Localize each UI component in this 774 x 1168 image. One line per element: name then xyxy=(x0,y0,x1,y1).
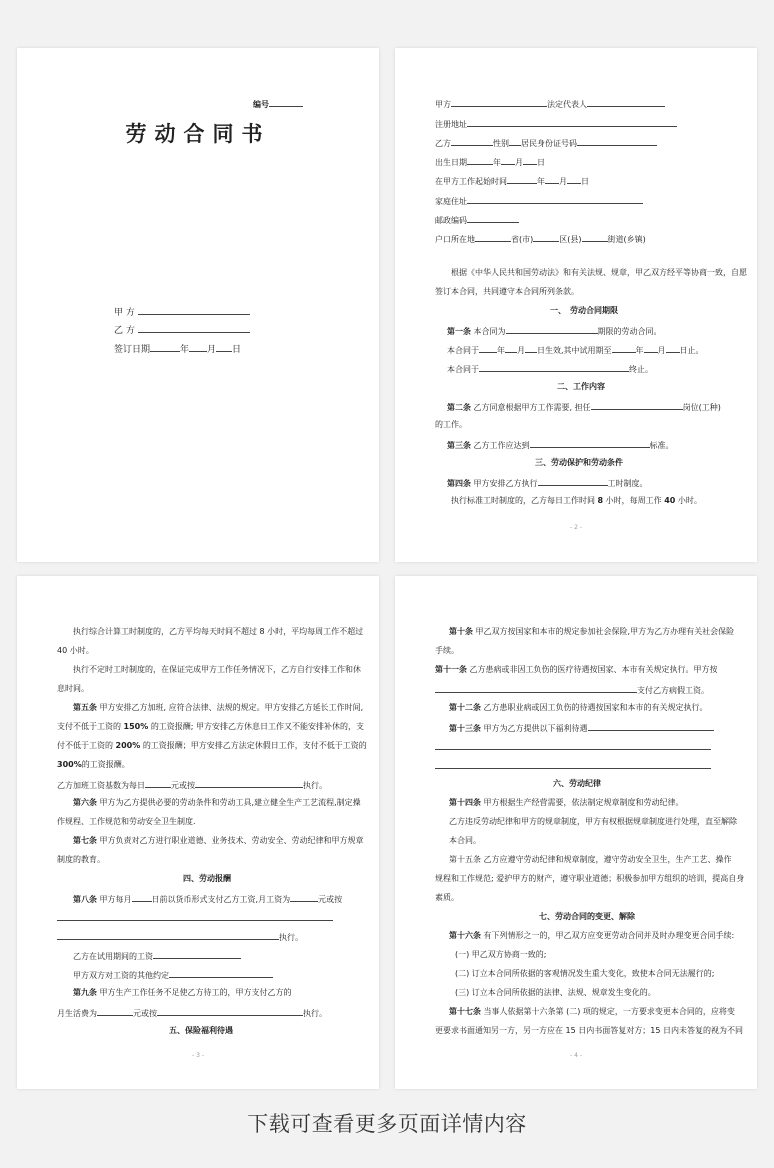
page-cover xyxy=(17,48,379,562)
article-15 xyxy=(449,855,732,865)
article-10 xyxy=(449,627,734,637)
text: 甲方为乙方提供以下福利待遇 xyxy=(483,724,588,733)
page-3 xyxy=(17,576,379,1089)
article-label: 第九条 xyxy=(73,988,97,997)
article-5-cont xyxy=(57,741,367,751)
section-heading: 二、工作内容 xyxy=(557,382,605,391)
blank xyxy=(582,233,608,242)
blank xyxy=(435,760,711,769)
blank xyxy=(451,137,493,146)
section-heading: 七、劳动合同的变更、解除 xyxy=(539,912,635,921)
sign-date-label: 签订日期 xyxy=(114,345,151,355)
text: 本合同于 xyxy=(447,346,479,355)
blank xyxy=(169,969,273,978)
section-heading: 三、劳动保护和劳动条件 xyxy=(535,458,623,467)
article-17 xyxy=(449,1007,735,1017)
text: 户口所在地 xyxy=(435,235,475,244)
page-title: 劳动合同书 xyxy=(125,122,271,146)
download-more-link[interactable]: 下载可查看更多页面详情内容 xyxy=(247,1112,527,1136)
article-4 xyxy=(447,477,648,489)
article-14-cont: 本合同。 xyxy=(449,836,481,845)
sign-date-line xyxy=(114,343,241,356)
article-2 xyxy=(447,401,721,413)
blank xyxy=(533,233,559,242)
text: 在甲方工作起始时间 xyxy=(435,177,507,186)
text: 元或按 xyxy=(171,781,195,790)
blank xyxy=(588,722,714,731)
text: 乙方应遵守劳动纪律和规章制度，遵守劳动安全卫生，生产工艺、操作 xyxy=(483,855,732,864)
other-wage xyxy=(73,969,273,981)
party-a-line xyxy=(114,306,250,319)
text: 40 xyxy=(664,496,676,505)
article-5-cont xyxy=(57,760,130,770)
text: 的工资报酬; 甲方安排乙方休息日工作又不能安排补休的，支 xyxy=(150,722,365,731)
article-7 xyxy=(73,836,364,846)
birth-date xyxy=(435,156,545,168)
article-label: 第十三条 xyxy=(449,724,481,733)
blank xyxy=(435,741,711,750)
text: 甲方根据生产经营需要，依法制定规章制度和劳动纪律。 xyxy=(483,798,684,807)
blank xyxy=(138,306,250,315)
blank-line xyxy=(435,760,711,772)
day-label: 日 xyxy=(232,345,242,355)
blank xyxy=(157,1007,303,1016)
blank xyxy=(475,233,511,242)
text: 家庭住址 xyxy=(435,197,467,206)
text: 区(县) xyxy=(559,235,582,244)
article-17-cont: 更要求书面通知另一方，另一方应在 15 日内书面答复对方；15 日内未答复的视为不同 xyxy=(435,1026,743,1035)
overtime-base xyxy=(57,779,327,791)
blank xyxy=(57,912,333,921)
text: 付不低于工资的 xyxy=(57,741,113,750)
blank xyxy=(153,950,241,959)
text: 日生效,其中试用期至 xyxy=(537,346,612,355)
article-15-cont: 规程和工作规范; 爱护甲方的财产，遵守职业道德；积极参加甲方组织的培训，提高自身 xyxy=(435,874,745,883)
registered-address xyxy=(435,118,677,130)
article-label: 第十一条 xyxy=(435,665,467,674)
article-14-cont: 乙方违反劳动纪律和甲方的规章制度，甲方有权根据规章制度进行处理，直至解除 xyxy=(449,817,737,826)
text: 期限的劳动合同。 xyxy=(597,327,662,336)
text: 本合同于 xyxy=(447,365,479,374)
article-1 xyxy=(447,325,662,337)
blank xyxy=(467,156,493,165)
text: 小时，每周工作 xyxy=(605,496,662,505)
article-label: 第十条 xyxy=(449,627,473,636)
text: 200% xyxy=(115,741,141,750)
blank xyxy=(138,324,250,333)
probation-wage xyxy=(73,950,241,962)
text-line: 息时间。 xyxy=(57,684,89,693)
article-9 xyxy=(73,988,292,998)
blank xyxy=(612,344,636,353)
blank xyxy=(507,175,537,184)
article-label: 第十四条 xyxy=(449,798,481,807)
section-heading: 六、劳动纪律 xyxy=(553,779,601,788)
article-13 xyxy=(449,722,714,734)
text: 乙方同意根据甲方工作需要, 担任 xyxy=(473,403,591,412)
blank xyxy=(479,344,497,353)
text-line: 40 小时。 xyxy=(57,646,94,655)
blank xyxy=(150,343,180,352)
blank xyxy=(467,195,643,204)
blank xyxy=(538,477,608,486)
text: 执行。 xyxy=(303,1009,327,1018)
text: 8 xyxy=(597,496,604,505)
party-b-label: 乙 方 xyxy=(114,326,135,336)
text: 甲方每月 xyxy=(99,895,132,904)
text: 岗位(工种) xyxy=(682,403,721,412)
article-8 xyxy=(73,893,342,905)
text: 月 xyxy=(657,346,666,355)
article-10-cont: 手续。 xyxy=(435,646,459,655)
text: 甲乙双方按国家和本市的规定参加社会保险,甲方为乙方办理有关社会保险 xyxy=(475,627,735,636)
blank xyxy=(530,439,650,448)
article-label: 第十七条 xyxy=(449,1007,481,1016)
blank xyxy=(644,344,658,353)
article-label: 第八条 xyxy=(73,895,97,904)
blank xyxy=(509,137,521,146)
blank xyxy=(435,684,637,693)
party-b-line xyxy=(114,324,250,337)
text: 年 xyxy=(635,346,644,355)
text: 日前以货币形式支付乙方工资,月工资为 xyxy=(151,895,291,904)
month-label: 月 xyxy=(207,345,217,355)
blank xyxy=(525,344,537,353)
article-label: 第四条 xyxy=(447,479,471,488)
text: 执行标准工时制度的，乙方每日工作时间 xyxy=(451,496,595,505)
article-11-cont xyxy=(435,684,709,696)
blank-line xyxy=(435,741,711,753)
text: 居民身份证号码 xyxy=(521,139,577,148)
text: 元或按 xyxy=(133,1009,157,1018)
household-registration xyxy=(435,233,646,245)
article-8-exec xyxy=(57,931,303,943)
blank xyxy=(545,175,559,184)
text-line: 执行综合计算工时制度的，乙方平均每天时间不超过 8 小时，平均每周工作不超过 xyxy=(73,627,364,636)
article-6-cont: 作规程、工作规范和劳动安全卫生制度. xyxy=(57,817,196,826)
article-label: 第十二条 xyxy=(449,703,481,712)
article-7-cont: 制度的教育。 xyxy=(57,855,105,864)
article-label: 第七条 xyxy=(73,836,97,845)
blank xyxy=(216,343,232,352)
contract-number-label: 编号 xyxy=(253,100,269,109)
blank-line xyxy=(57,912,333,924)
blank xyxy=(523,156,537,165)
article-11 xyxy=(435,665,718,675)
page-number: - 2 - xyxy=(570,524,582,531)
text: 执行。 xyxy=(303,781,327,790)
blank xyxy=(145,779,171,788)
text: 月 xyxy=(515,158,523,167)
text: 月生活费为 xyxy=(57,1009,97,1018)
list-item: (二) 订立本合同所依据的客观情况发生重大变化，致使本合同无法履行的; xyxy=(455,969,715,978)
text: 甲方 xyxy=(435,100,451,109)
text: 日 xyxy=(581,177,589,186)
text: 甲方安排乙方执行 xyxy=(473,479,538,488)
article-15-cont: 素质。 xyxy=(435,893,459,902)
party-a-label: 甲 方 xyxy=(114,308,135,318)
party-b-info xyxy=(435,137,657,149)
text: 年 xyxy=(493,158,501,167)
text: 终止。 xyxy=(629,365,653,374)
article-label: 第五条 xyxy=(73,703,97,712)
blank xyxy=(505,344,517,353)
blank xyxy=(479,363,629,372)
text: 乙方 xyxy=(435,139,451,148)
text: 注册地址 xyxy=(435,120,467,129)
text: 的工资报酬。 xyxy=(81,760,130,769)
page-4 xyxy=(395,576,757,1089)
text: 有下列情形之一的，甲乙双方应变更劳动合同并及时办理变更合同手续: xyxy=(483,931,735,940)
article-6 xyxy=(73,798,361,808)
text: 支付不低于工资的 xyxy=(57,722,121,731)
article-12 xyxy=(449,703,708,713)
article-label: 第六条 xyxy=(73,798,97,807)
blank xyxy=(290,893,318,902)
blank xyxy=(57,931,279,940)
text: 法定代表人 xyxy=(547,100,587,109)
text: 甲方双方对工资的其他约定 xyxy=(73,971,169,980)
text: 甲方为乙方提供必要的劳动条件和劳动工具,建立健全生产工艺流程,制定操 xyxy=(99,798,361,807)
text: 乙方患职业病或因工负伤的待遇按国家和本市的有关规定执行。 xyxy=(483,703,708,712)
text: 元或按 xyxy=(318,895,343,904)
text: 邮政编码 xyxy=(435,216,467,225)
text: 年 xyxy=(537,177,545,186)
blank xyxy=(269,98,303,107)
text: 出生日期 xyxy=(435,158,467,167)
text-line: 执行不定时工时制度的，在保证完成甲方工作任务情况下，乙方自行安排工作和休 xyxy=(73,665,361,674)
text: 乙方工作应达到 xyxy=(473,441,530,450)
blank xyxy=(467,214,519,223)
blank xyxy=(567,175,581,184)
text: 省(市) xyxy=(511,235,534,244)
blank xyxy=(132,893,152,902)
blank xyxy=(506,325,598,334)
article-1-term xyxy=(447,344,704,356)
page-number: - 3 - xyxy=(192,1052,204,1059)
text: 月 xyxy=(517,346,525,355)
section-heading: 五、保险福利待遇 xyxy=(169,1026,233,1035)
section-heading: 四、劳动报酬 xyxy=(183,874,231,883)
text: 标准。 xyxy=(649,441,674,450)
article-9-cont xyxy=(57,1007,327,1019)
list-item: (一) 甲乙双方协商一致的; xyxy=(455,950,547,959)
article-label: 第十五条 xyxy=(449,855,481,864)
text: 乙方在试用期间的工资 xyxy=(73,952,153,961)
text: 日止。 xyxy=(679,346,704,355)
blank xyxy=(451,98,547,107)
text: 甲方生产工作任务不足使乙方待工的，甲方支付乙方的 xyxy=(99,988,292,997)
text: 性别 xyxy=(493,139,509,148)
text: 街道(乡镇) xyxy=(607,235,646,244)
blank xyxy=(666,344,680,353)
text: 日 xyxy=(537,158,545,167)
article-label: 第十六条 xyxy=(449,931,481,940)
blank xyxy=(587,98,665,107)
text: 执行。 xyxy=(279,933,303,942)
blank xyxy=(591,401,683,410)
postal-code xyxy=(435,214,519,226)
home-address xyxy=(435,195,643,207)
year-label: 年 xyxy=(180,345,190,355)
page-number: - 4 - xyxy=(570,1052,582,1059)
intro-line-1: 根据《中华人民共和国劳动法》和有关法规、规章，甲乙双方经平等协商一致，自愿 xyxy=(451,268,747,277)
article-5 xyxy=(73,703,363,713)
text: 月 xyxy=(559,177,567,186)
text: 小时。 xyxy=(677,496,702,505)
article-1-end xyxy=(447,363,653,375)
text: 本合同为 xyxy=(473,327,506,336)
text: 乙方患病或非因工负伤的医疗待遇按国家、本市有关规定执行。甲方按 xyxy=(469,665,718,674)
text: 150% xyxy=(123,722,149,731)
intro-line-2: 签订本合同，共同遵守本合同所列条款。 xyxy=(435,287,579,296)
article-2-cont: 的工作。 xyxy=(435,420,467,429)
article-label: 第一条 xyxy=(447,327,471,336)
contract-number xyxy=(253,98,303,110)
text: 的工资报酬；甲方安排乙方法定休假日工作，支付不低于工资的 xyxy=(142,741,367,750)
text: 甲方安排乙方加班, 应符合法律、法规的规定。甲方安排乙方延长工作时间, xyxy=(99,703,364,712)
list-item: (三) 订立本合同所依据的法律、法规、规章发生变化的。 xyxy=(455,988,656,997)
article-14 xyxy=(449,798,684,808)
article-5-cont xyxy=(57,722,364,732)
text: 支付乙方病假工资。 xyxy=(637,686,709,695)
article-3 xyxy=(447,439,674,451)
text: 甲方负责对乙方进行职业道德、业务技术、劳动安全、劳动纪律和甲方规章 xyxy=(99,836,364,845)
article-4-cont xyxy=(451,496,702,506)
blank xyxy=(501,156,515,165)
blank xyxy=(577,137,657,146)
page-2 xyxy=(395,48,757,562)
article-16 xyxy=(449,931,734,941)
blank xyxy=(195,779,303,788)
text: 工时制度。 xyxy=(607,479,648,488)
section-heading: 一、 劳动合同期限 xyxy=(550,306,618,315)
article-label: 第二条 xyxy=(447,403,471,412)
blank xyxy=(97,1007,133,1016)
blank xyxy=(467,118,677,127)
text: 乙方加班工资基数为每日 xyxy=(57,781,145,790)
article-label: 第三条 xyxy=(447,441,471,450)
blank xyxy=(189,343,207,352)
work-start-date xyxy=(435,175,589,187)
text: 当事人依据第十六条第 (二) 项的规定，一方要求变更本合同的，应将变 xyxy=(483,1007,735,1016)
text: 年 xyxy=(497,346,505,355)
text: 300% xyxy=(57,760,82,769)
party-a-info xyxy=(435,98,665,110)
